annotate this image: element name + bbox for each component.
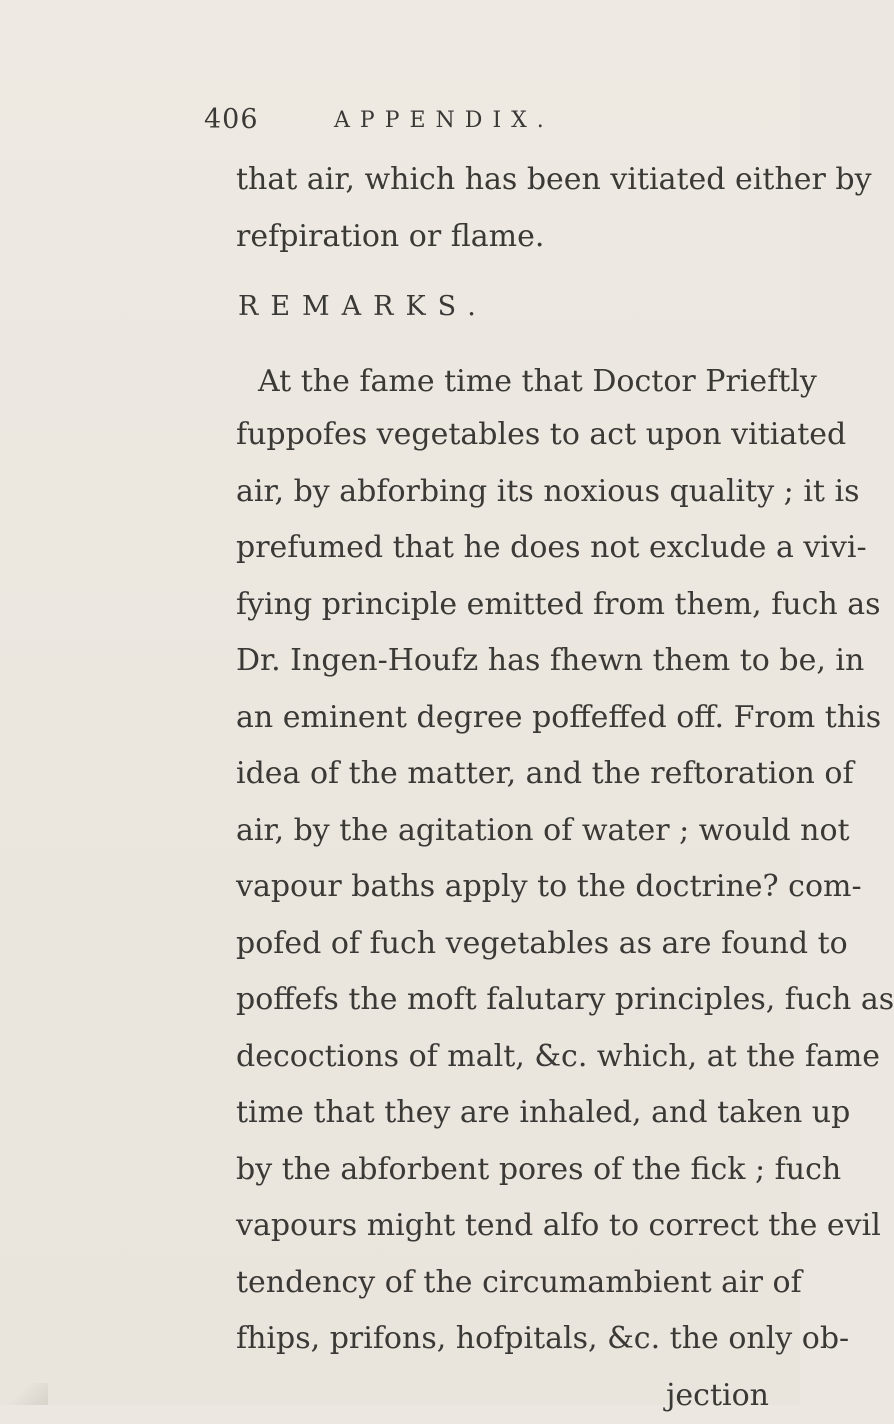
text-line: Dr. Ingen-Houfz has fhewn them to be, in xyxy=(236,633,769,690)
text-line: fhips, prifons, hofpitals, &c. the only ob- xyxy=(236,1311,769,1368)
text-line: time that they are inhaled, and taken up xyxy=(236,1085,769,1142)
text-line: that air, which has been vitiated either by xyxy=(236,152,769,209)
text-line: decoctions of malt, &c. which, at the fame xyxy=(236,1029,769,1086)
paragraph-first-line: At the fame time that Doctor Prieftly xyxy=(236,337,769,407)
text-line: fying principle emitted from them, fuch as xyxy=(236,577,769,634)
body-text xyxy=(236,152,769,1424)
text-line: air, by the agitation of water ; would not xyxy=(236,803,769,860)
text-line: fuppofes vegetables to act upon vitiated xyxy=(236,407,769,464)
text-line: an eminent degree poffeffed off. From this xyxy=(236,690,769,747)
text-line: air, by abforbing its noxious quality ; it is xyxy=(236,464,769,521)
text-line: tendency of the circumambient air of xyxy=(236,1255,769,1312)
text-line: vapour baths apply to the doctrine? com- xyxy=(236,859,769,916)
text-line: pofed of fuch vegetables as are found to xyxy=(236,916,769,973)
text-line: poffefs the moft falutary principles, fuch as xyxy=(236,972,769,1029)
text-line: refpiration or flame. xyxy=(236,209,769,266)
section-heading: REMARKS. xyxy=(236,265,769,337)
text-line: idea of the matter, and the reftoration of xyxy=(236,746,769,803)
text-line: by the abforbent pores of the fick ; fuch xyxy=(236,1142,769,1199)
running-head: APPENDIX. xyxy=(334,108,554,133)
catchword: jection xyxy=(236,1368,769,1424)
page-number: 406 xyxy=(204,104,259,135)
text-line: vapours might tend alfo to correct the evil xyxy=(236,1198,769,1255)
text-line: prefumed that he does not exclude a vivi- xyxy=(236,520,769,577)
page-header xyxy=(204,104,760,144)
page-corner-shadow xyxy=(0,1383,48,1405)
